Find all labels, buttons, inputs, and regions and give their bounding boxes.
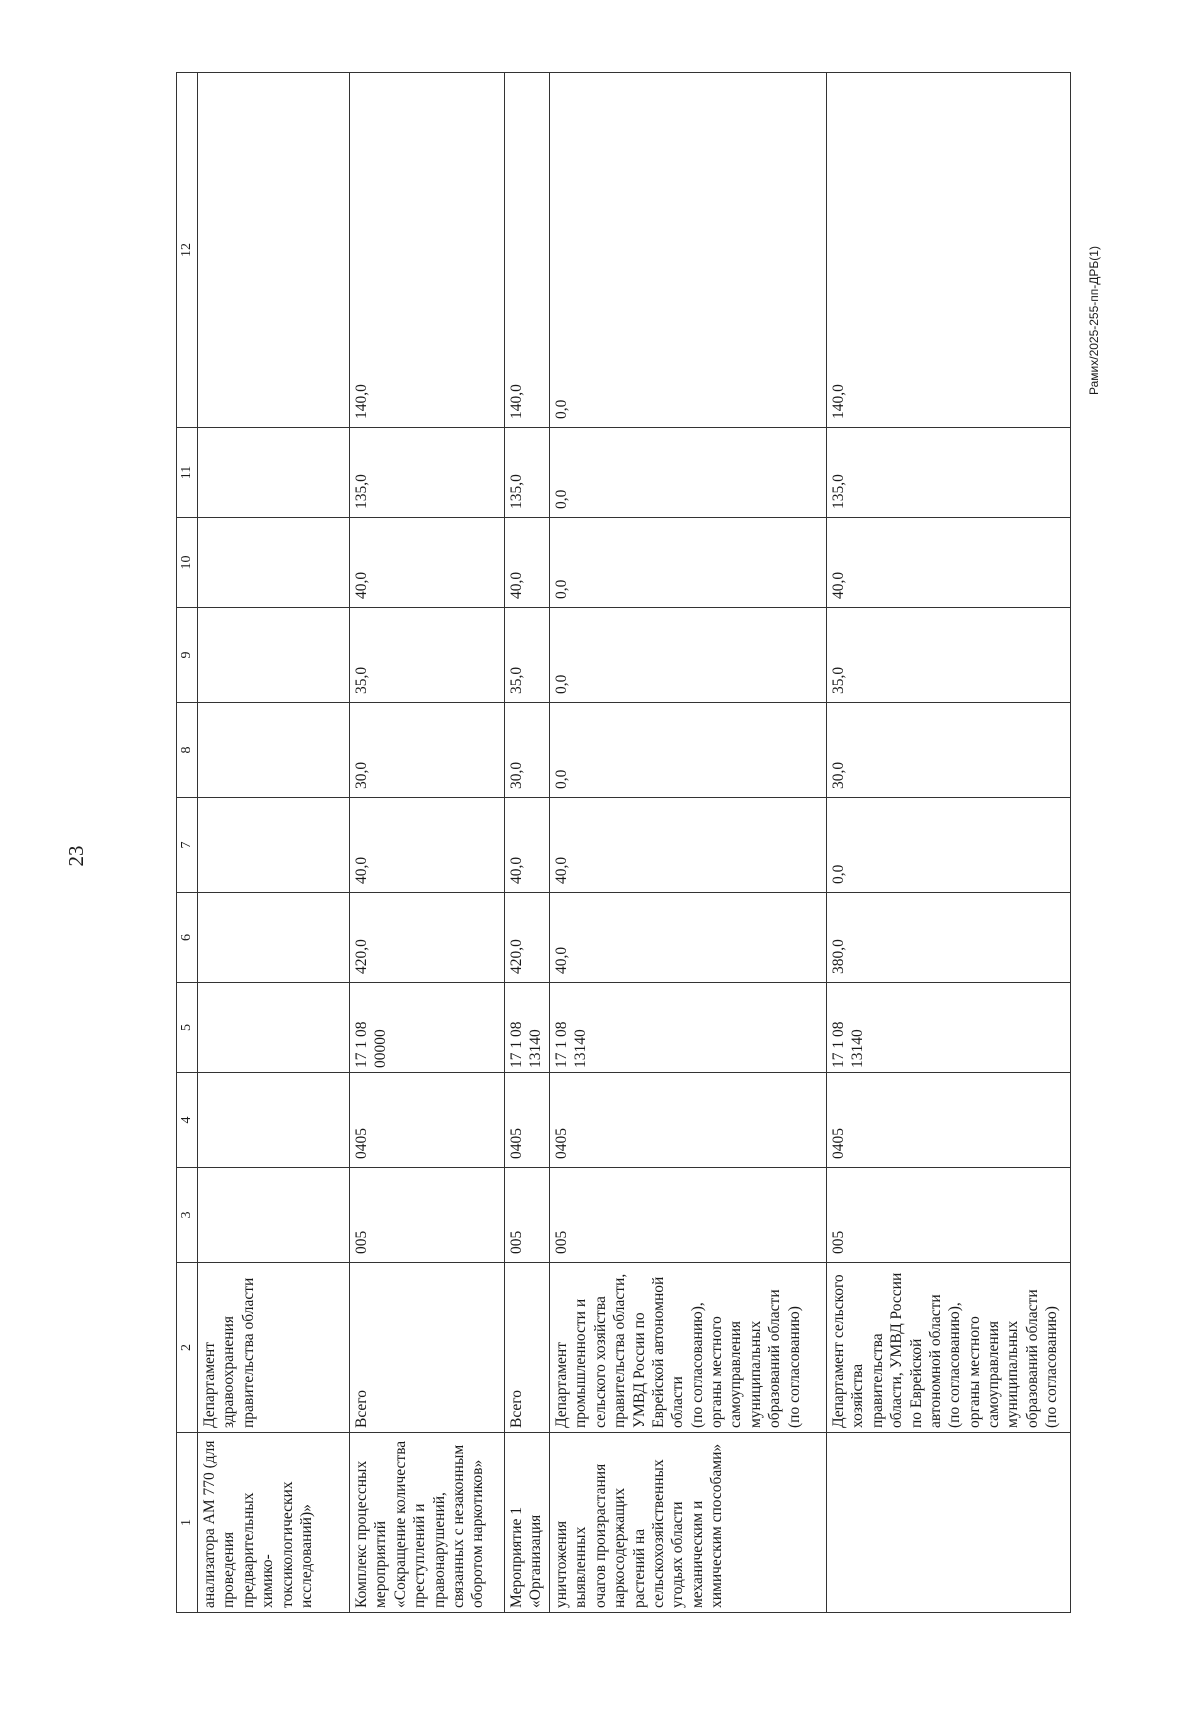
responsible-executor-cell: Департамент здравоохранения правительства области bbox=[198, 1263, 350, 1433]
year-value-cell: 0,0 bbox=[550, 428, 827, 518]
year-value-cell bbox=[198, 518, 350, 608]
year-value-cell: 40,0 bbox=[505, 798, 550, 893]
column-number: 10 bbox=[177, 518, 198, 608]
year-value-cell bbox=[198, 608, 350, 703]
target-article-cell: 17 1 08 13140 bbox=[505, 983, 550, 1073]
year-value-cell: 0,0 bbox=[550, 608, 827, 703]
year-value-cell: 35,0 bbox=[505, 608, 550, 703]
year-value-cell: 40,0 bbox=[550, 798, 827, 893]
column-number: 3 bbox=[177, 1168, 198, 1263]
year-value-cell bbox=[198, 73, 350, 428]
total-value-cell: 420,0 bbox=[505, 893, 550, 983]
year-value-cell: 40,0 bbox=[350, 798, 505, 893]
year-value-cell bbox=[198, 428, 350, 518]
year-value-cell: 135,0 bbox=[350, 428, 505, 518]
activity-name-cell: Мероприятие 1 «Организация bbox=[505, 1433, 550, 1613]
activity-name-cell: Комплекс процессных мероприятий «Сокращение количества преступлений и правонарушений, связанных с незаконным оборотом наркотиков» bbox=[350, 1433, 505, 1613]
year-value-cell: 30,0 bbox=[827, 703, 1071, 798]
document-code: Рамих/2025-255-пп-ДРБ(1) bbox=[1087, 246, 1101, 395]
total-value-cell: 420,0 bbox=[350, 893, 505, 983]
responsible-executor-cell: Департамент промышленности и сельского хозяйства правительства области, УМВД России по Еврейской автономной области (по согласованию), органы местного самоуправления муниципальных образований области (по согласованию) bbox=[550, 1263, 827, 1433]
table-row bbox=[505, 73, 550, 1613]
column-number: 1 bbox=[177, 1433, 198, 1613]
column-number: 6 bbox=[177, 893, 198, 983]
budget-table-rotated bbox=[176, 73, 1071, 1613]
column-number: 5 bbox=[177, 983, 198, 1073]
year-value-cell: 0,0 bbox=[550, 703, 827, 798]
year-value-cell bbox=[198, 703, 350, 798]
total-value-cell: 40,0 bbox=[550, 893, 827, 983]
target-article-cell: 17 1 08 00000 bbox=[350, 983, 505, 1073]
section-code-cell: 0405 bbox=[350, 1073, 505, 1168]
year-value-cell: 140,0 bbox=[505, 73, 550, 428]
year-value-cell: 0,0 bbox=[550, 73, 827, 428]
year-value-cell: 35,0 bbox=[350, 608, 505, 703]
column-number: 2 bbox=[177, 1263, 198, 1433]
year-value-cell: 140,0 bbox=[827, 73, 1071, 428]
year-value-cell: 140,0 bbox=[350, 73, 505, 428]
target-article-cell: 17 1 08 13140 bbox=[827, 983, 1071, 1073]
activity-name-cell: анализатора АМ 770 (для проведения предварительных химико- токсикологических исследований)» bbox=[198, 1433, 350, 1613]
year-value-cell: 135,0 bbox=[827, 428, 1071, 518]
table-row bbox=[827, 73, 1071, 1613]
year-value-cell bbox=[198, 798, 350, 893]
grbs-code-cell: 005 bbox=[350, 1168, 505, 1263]
responsible-executor-cell: Департамент сельского хозяйства правительства области, УМВД России по Еврейской автономной области (по согласованию), органы местного самоуправления муниципальных образований области (по согласованию) bbox=[827, 1263, 1071, 1433]
activity-name-cell: уничтожения выявленных очагов произрастания наркосодержащих растений на сельскохозяйственных угодьях области механическим и химическим способами» bbox=[550, 1433, 827, 1613]
year-value-cell: 40,0 bbox=[827, 518, 1071, 608]
section-code-cell bbox=[198, 1073, 350, 1168]
grbs-code-cell: 005 bbox=[827, 1168, 1071, 1263]
column-number: 11 bbox=[177, 428, 198, 518]
year-value-cell: 135,0 bbox=[505, 428, 550, 518]
column-number-row bbox=[177, 73, 198, 1613]
grbs-code-cell: 005 bbox=[550, 1168, 827, 1263]
year-value-cell: 0,0 bbox=[827, 798, 1071, 893]
column-number: 4 bbox=[177, 1073, 198, 1168]
responsible-executor-cell: Всего bbox=[505, 1263, 550, 1433]
grbs-code-cell: 005 bbox=[505, 1168, 550, 1263]
target-article-cell: 17 1 08 13140 bbox=[550, 983, 827, 1073]
year-value-cell: 0,0 bbox=[550, 518, 827, 608]
budget-table bbox=[176, 72, 1071, 1613]
table-row bbox=[550, 73, 827, 1613]
target-article-cell bbox=[198, 983, 350, 1073]
year-value-cell: 30,0 bbox=[350, 703, 505, 798]
grbs-code-cell bbox=[198, 1168, 350, 1263]
total-value-cell: 380,0 bbox=[827, 893, 1071, 983]
section-code-cell: 0405 bbox=[550, 1073, 827, 1168]
table-row bbox=[198, 73, 350, 1613]
column-number: 7 bbox=[177, 798, 198, 893]
year-value-cell: 40,0 bbox=[505, 518, 550, 608]
year-value-cell: 40,0 bbox=[350, 518, 505, 608]
year-value-cell: 30,0 bbox=[505, 703, 550, 798]
total-value-cell bbox=[198, 893, 350, 983]
year-value-cell: 35,0 bbox=[827, 608, 1071, 703]
section-code-cell: 0405 bbox=[827, 1073, 1071, 1168]
page-number: 23 bbox=[64, 845, 88, 867]
table-row bbox=[350, 73, 505, 1613]
responsible-executor-cell: Всего bbox=[350, 1263, 505, 1433]
column-number: 8 bbox=[177, 703, 198, 798]
activity-name-cell bbox=[827, 1433, 1071, 1613]
section-code-cell: 0405 bbox=[505, 1073, 550, 1168]
column-number: 9 bbox=[177, 608, 198, 703]
column-number: 12 bbox=[177, 73, 198, 428]
